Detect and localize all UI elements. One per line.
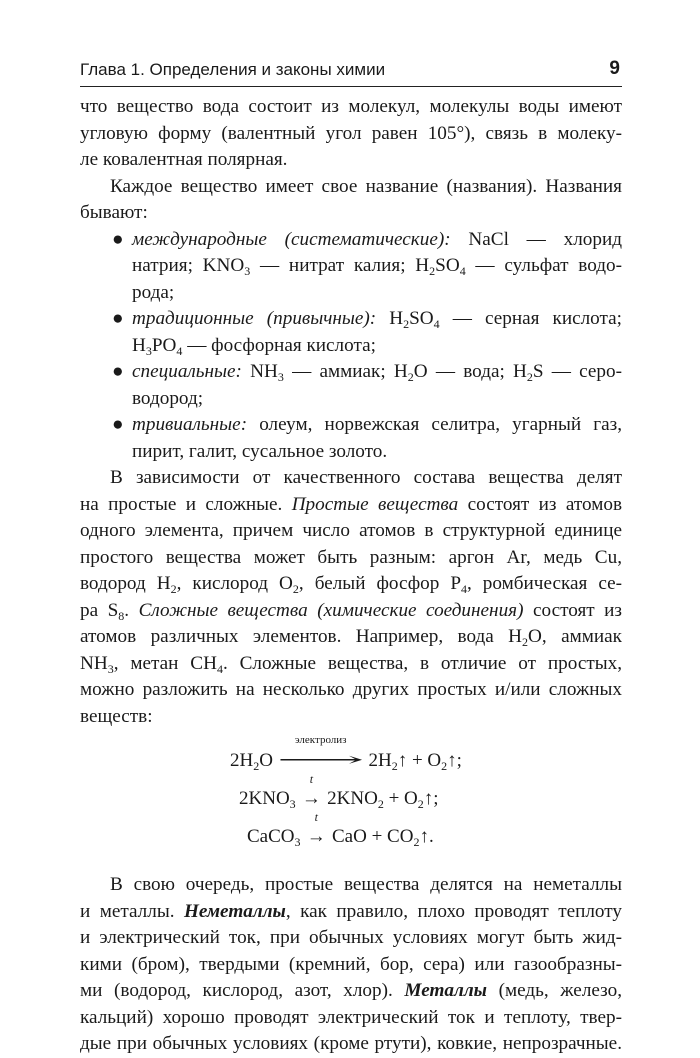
text-line: Каждое вещество имеет свое название (названия). Названия — [110, 175, 622, 197]
text-line: натрия; $KNO_3$ — нитрат калия; $H_2SO_4$ — сульфат водо- — [132, 255, 622, 278]
term-complex-substances: Сложные вещества (химические соединения) — [138, 599, 524, 621]
text-line: что вещество вода состоит из молекул, молекулы воды имеют — [80, 96, 622, 117]
text-line: дые при обычных условиях (кроме ртути), ковкие, непрозрачные. — [80, 1033, 622, 1054]
arrow-label: t — [314, 810, 318, 824]
text-line: ми (водород, кислород, азот, хлор). Металлы (медь, железо, — [80, 980, 623, 1001]
bullet-icon: ● — [112, 228, 124, 250]
bullet-item-international: ● международные (систематические): NaCl — хлорид — [80, 227, 622, 254]
text-line: можно разложить на несколько других простых и/или сложных — [80, 679, 622, 700]
term-label: тривиальные: — [132, 414, 248, 435]
reaction-arrow-icon: электролиз ⟶ — [277, 734, 365, 771]
text-line: веществ: — [80, 705, 153, 727]
page-body — [80, 94, 622, 1058]
equations-block — [80, 730, 622, 854]
term-nonmetals: Неметаллы — [183, 900, 286, 922]
text-line: атомов различных элементов. Например, вода $H_2O$, аммиак — [80, 626, 622, 649]
text-line: В свою очередь, простые вещества делятся на неметаллы — [110, 874, 622, 895]
text-line: водород; — [132, 387, 204, 409]
arrow-label: электролиз — [294, 734, 347, 746]
text-line: кими (бром), твердыми (кремний, бор, сера) или газообразны- — [80, 953, 622, 975]
text-line: В зависимости от качественного состава вещества делят — [110, 467, 622, 488]
text-line: и металлы. Неметаллы, как правило, плохо проводят теплоту — [80, 900, 622, 922]
text-line: $NH_3$, метан $CH_4$. Сложные вещества, в отличие от простых, — [80, 652, 622, 676]
reaction-arrow-icon: t → — [301, 772, 321, 809]
bullet-item-traditional: ● традиционные (привычные): $H_2SO_4$ — серная кислота; — [112, 308, 622, 331]
text-line: пирит, галит, сусальное золото. — [132, 440, 388, 462]
arrow-label: t — [309, 772, 314, 786]
term-simple-substances: Простые вещества — [291, 493, 459, 515]
page-number: 9 — [609, 58, 620, 79]
equation-caco3: CaCO$_3$ t → CaO + $CO_2↑$. — [247, 810, 434, 849]
text-line: кальций) хорошо проводят электрический ток и теплоту, твер- — [80, 1006, 622, 1028]
term-label: специальные: — [132, 361, 242, 382]
running-header — [80, 56, 622, 87]
bullet-icon: ● — [112, 308, 124, 329]
text-line: и электрический ток, при обычных условиях могут быть жид- — [80, 927, 622, 948]
term-label: традиционные (привычные): — [132, 308, 377, 329]
text-line: угловую форму (валентный угол равен 105°), связь в молеку- — [80, 122, 622, 144]
term-label: международные (систематические): — [132, 228, 451, 250]
chapter-title: Глава 1. Определения и законы химии — [80, 60, 386, 79]
text-line: бывают: — [80, 202, 148, 223]
text-line: рода; — [132, 281, 175, 303]
text-line: простого вещества может быть разным: аргон Ar, медь Cu, — [80, 546, 622, 568]
bullet-item-trivial: ● тривиальные: олеум, норвежская селитра, угарный газ, — [80, 412, 622, 439]
equation-electrolysis: $2H_2O$ электролиз ⟶ $2H_2↑$ + $O_2↑$; — [230, 734, 462, 773]
reaction-arrow-icon: t → — [306, 810, 326, 847]
term-metals: Металлы — [404, 980, 487, 1001]
text-line: $H_3PO_4$ — фосфорная кислота; — [132, 334, 376, 358]
text-line: ра $S_8$. Сложные вещества (химические соединения) состоят из — [80, 599, 623, 623]
bullet-icon: ● — [112, 414, 124, 435]
bullet-icon: ● — [112, 361, 124, 382]
text-line: ле ковалентная полярная. — [80, 149, 288, 170]
text-line: на простые и сложные. Простые вещества состоят из атомов — [80, 493, 623, 515]
bullet-item-special: ● специальные: $NH_3$ — аммиак; $H_2O$ — вода; $H_2S$ — серо- — [112, 361, 623, 384]
text-line: одного элемента, причем число атомов в структурной единице — [80, 520, 622, 541]
equation-kno3: $2KNO_3$ t → $2KNO_2$ + $O_2↑$; — [239, 772, 439, 811]
text-line: водород $H_2$, кислород $O_2$, белый фосфор $P_4$, ромбическая се- — [80, 573, 622, 596]
